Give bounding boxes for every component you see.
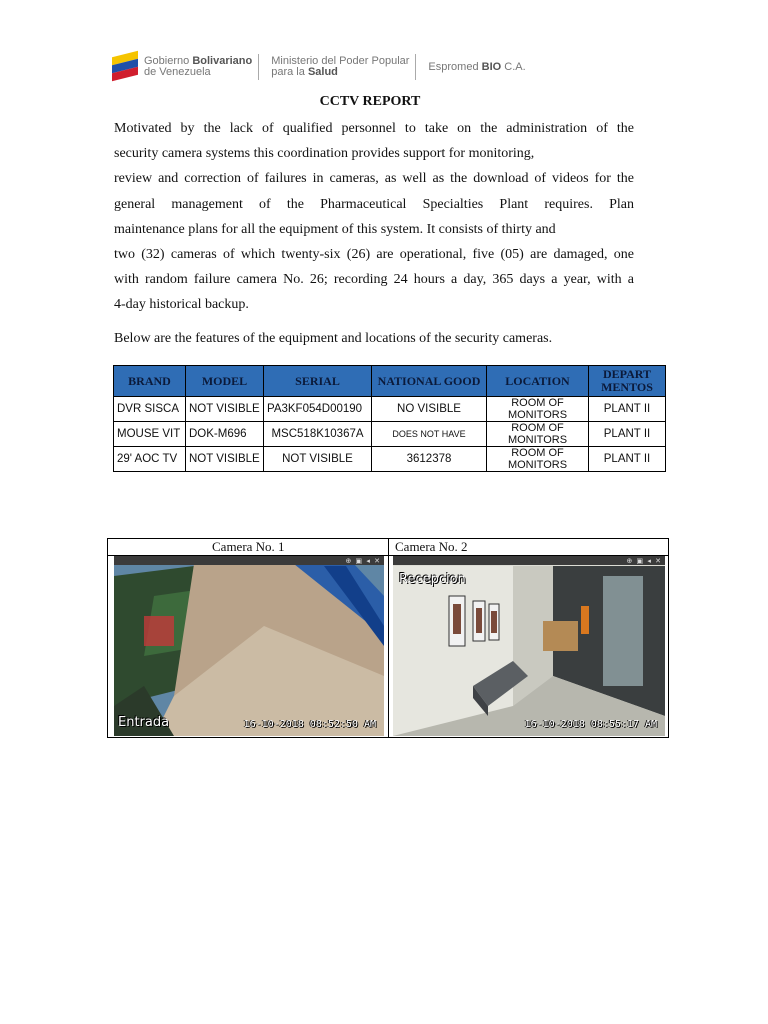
table-row <box>114 397 666 422</box>
camera-controls-icon[interactable]: ⊕ ▣ ◂ ✕ <box>626 557 662 565</box>
paragraph-line: two (32) cameras of which twenty-six (26) are operational, five (05) are damaged, one <box>114 247 634 263</box>
report-title: CCTV REPORT <box>319 94 421 109</box>
cell-department: PLANT II <box>589 422 666 447</box>
entrance-scene-image <box>114 556 384 736</box>
header-divider <box>415 54 416 80</box>
cell-brand: DVR SISCA <box>114 397 186 422</box>
cell-department: PLANT II <box>589 447 666 472</box>
camera-2-snapshot <box>393 556 665 736</box>
venezuela-flag-icon <box>112 54 138 80</box>
cell-national-good: DOES NOT HAVE <box>372 422 487 447</box>
cell-location: ROOM OF MONITORS <box>487 397 589 422</box>
camera-snapshots-table <box>107 538 669 738</box>
camera-2-timestamp: 16-10-2018 08:55:17 AM <box>524 719 657 730</box>
ministry-logo-text: Ministerio del Poder Popular para la Salud <box>271 55 410 78</box>
col-header-national-good: NATIONAL GOOD <box>372 366 487 397</box>
paragraph-line: review and correction of failures in cameras, as well as the download of videos for the <box>114 171 634 187</box>
cell-serial: MSC518K10367A <box>264 422 372 447</box>
table-row <box>114 447 666 472</box>
paragraph-line: Motivated by the lack of qualified personnel to take on the administration of the <box>114 121 634 136</box>
equipment-table <box>113 365 666 472</box>
letterhead <box>104 44 688 90</box>
company-logo-text: Espromed BIO C.A. <box>428 61 526 73</box>
col-header-serial: SERIAL <box>264 366 372 397</box>
camera-controls-icon[interactable]: ⊕ ▣ ◂ ✕ <box>345 557 381 565</box>
cell-brand: MOUSE VIT <box>114 422 186 447</box>
cell-model: DOK-M696 <box>186 422 264 447</box>
cell-brand: 29' AOC TV <box>114 447 186 472</box>
cell-department: PLANT II <box>589 397 666 422</box>
intro-paragraph <box>114 116 634 318</box>
table-header-row <box>114 366 666 397</box>
paragraph-line: general management of the Pharmaceutical Specialties Plant requires. Plan <box>114 196 634 212</box>
gov-logo-text: Gobierno Bolivariano de Venezuela <box>144 55 253 78</box>
paragraph-line: maintenance plans for all the equipment of this system. It consists of thirty and <box>114 221 556 237</box>
camera-1-snapshot <box>114 556 384 736</box>
camera-1-toolbar <box>114 556 384 565</box>
cell-serial: PA3KF054D00190 <box>264 397 372 422</box>
cell-serial: NOT VISIBLE <box>264 447 372 472</box>
camera-2-location-tag: Recepcion <box>399 572 466 587</box>
paragraph-line: with random failure camera No. 26; recording 24 hours a day, 365 days a year, with a <box>114 272 634 288</box>
cell-model: NOT VISIBLE <box>186 397 264 422</box>
cell-location: ROOM OF MONITORS <box>487 447 589 472</box>
camera-1-label: Camera No. 1 <box>212 539 285 554</box>
camera-2-label: Camera No. 2 <box>395 539 468 554</box>
camera-2-toolbar <box>393 556 665 565</box>
paragraph-line: 4-day historical backup. <box>114 297 249 313</box>
col-header-brand: BRAND <box>114 366 186 397</box>
cell-national-good: NO VISIBLE <box>372 397 487 422</box>
header-divider <box>258 54 259 80</box>
camera-1-timestamp: 16-10-2018 08:52:50 AM <box>243 719 376 730</box>
cell-location: ROOM OF MONITORS <box>487 422 589 447</box>
col-header-model: MODEL <box>186 366 264 397</box>
cell-national-good: 3612378 <box>372 447 487 472</box>
table-intro-text: Below are the features of the equipment and locations of the security cameras. <box>114 331 553 346</box>
camera-1-location-tag: Entrada <box>118 715 170 730</box>
col-header-location: LOCATION <box>487 366 589 397</box>
paragraph-line: security camera systems this coordination provides support for monitoring, <box>114 146 535 162</box>
table-row <box>114 422 666 447</box>
cell-model: NOT VISIBLE <box>186 447 264 472</box>
col-header-departments: DEPART MENTOS <box>589 366 666 397</box>
